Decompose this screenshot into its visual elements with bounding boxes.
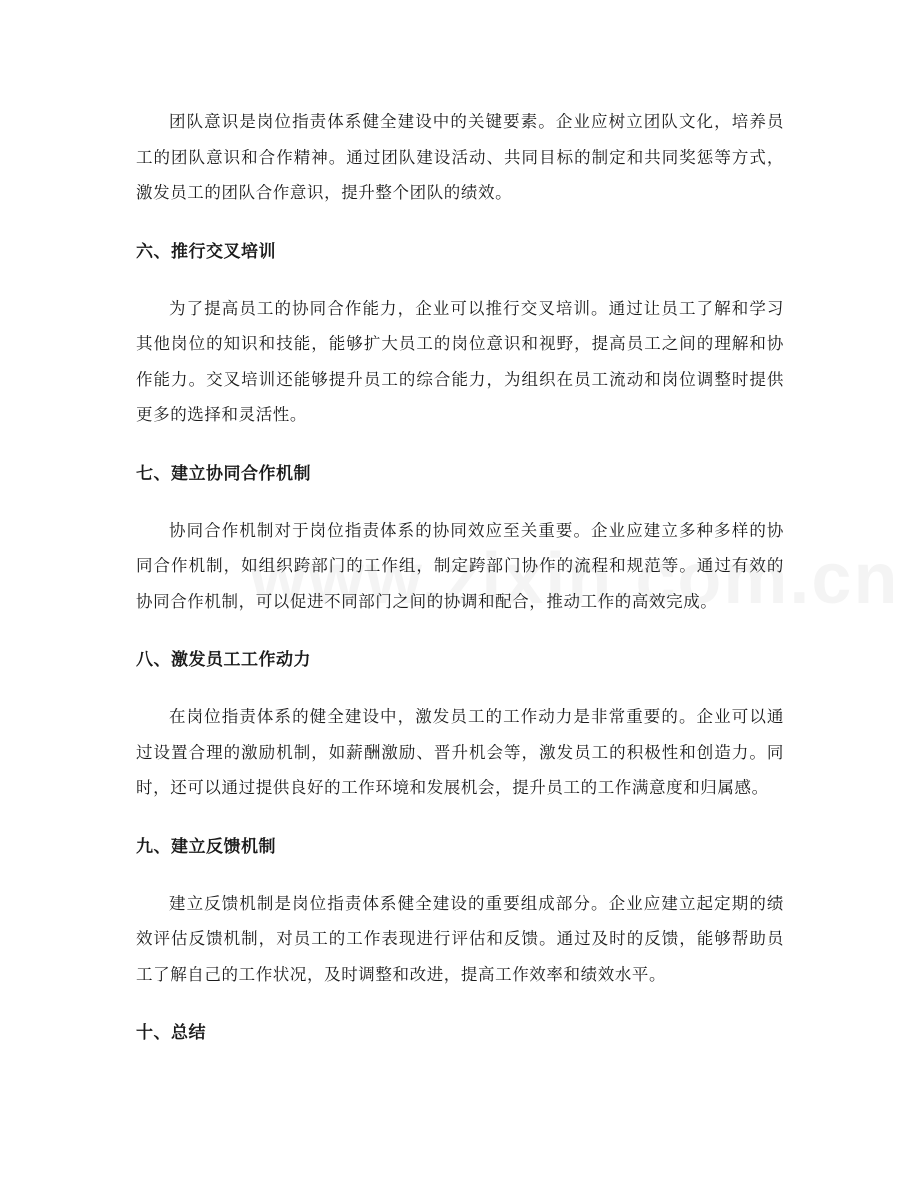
heading-employee-motivation: 八、激发员工工作动力 <box>136 650 311 670</box>
paragraph-feedback-mechanism: 建立反馈机制是岗位指责体系健全建设的重要组成部分。企业应建立起定期的绩效评估反馈机制，对员工的工作表现进行评估和反馈。通过及时的反馈，能够帮助员工了解自己的工作状况，及时调整和改进，提高工作效率和绩效水平。 <box>136 893 784 984</box>
paragraph-collaboration-mechanism: 协同合作机制对于岗位指责体系的协同效应至关重要。企业应建立多种多样的协同合作机制，如组织跨部门的工作组，制定跨部门协作的流程和规范等。通过有效的协同合作机制，可以促进不同部门之间的协调和配合，推动工作的高效完成。 <box>136 520 784 611</box>
heading-summary: 十、总结 <box>136 1023 206 1043</box>
document-body <box>136 104 784 1048</box>
paragraph-cross-training: 为了提高员工的协同合作能力，企业可以推行交叉培训。通过让员工了解和学习其他岗位的知识和技能，能够扩大员工的岗位意识和视野，提高员工之间的理解和协作能力。交叉培训还能够提升员工的综合能力，为组织在员工流动和岗位调整时提供更多的选择和灵活性。 <box>136 298 784 424</box>
heading-feedback-mechanism: 九、建立反馈机制 <box>136 836 276 857</box>
paragraph-team-awareness: 团队意识是岗位指责体系健全建设中的关键要素。企业应树立团队文化，培养员工的团队意识和合作精神。通过团队建设活动、共同目标的制定和共同奖惩等方式，激发员工的团队合作意识，提升整个团队的绩效。 <box>136 112 784 202</box>
heading-cross-training: 六、推行交叉培训 <box>136 241 276 262</box>
heading-collaboration-mechanism: 七、建立协同合作机制 <box>136 463 311 484</box>
paragraph-employee-motivation: 在岗位指责体系的健全建设中，激发员工的工作动力是非常重要的。企业可以通过设置合理的激励机制，如薪酬激励、晋升机会等，激发员工的积极性和创造力。同时，还可以通过提供良好的工作环境和发展机会，提升员工的工作满意度和归属感。 <box>136 707 784 797</box>
